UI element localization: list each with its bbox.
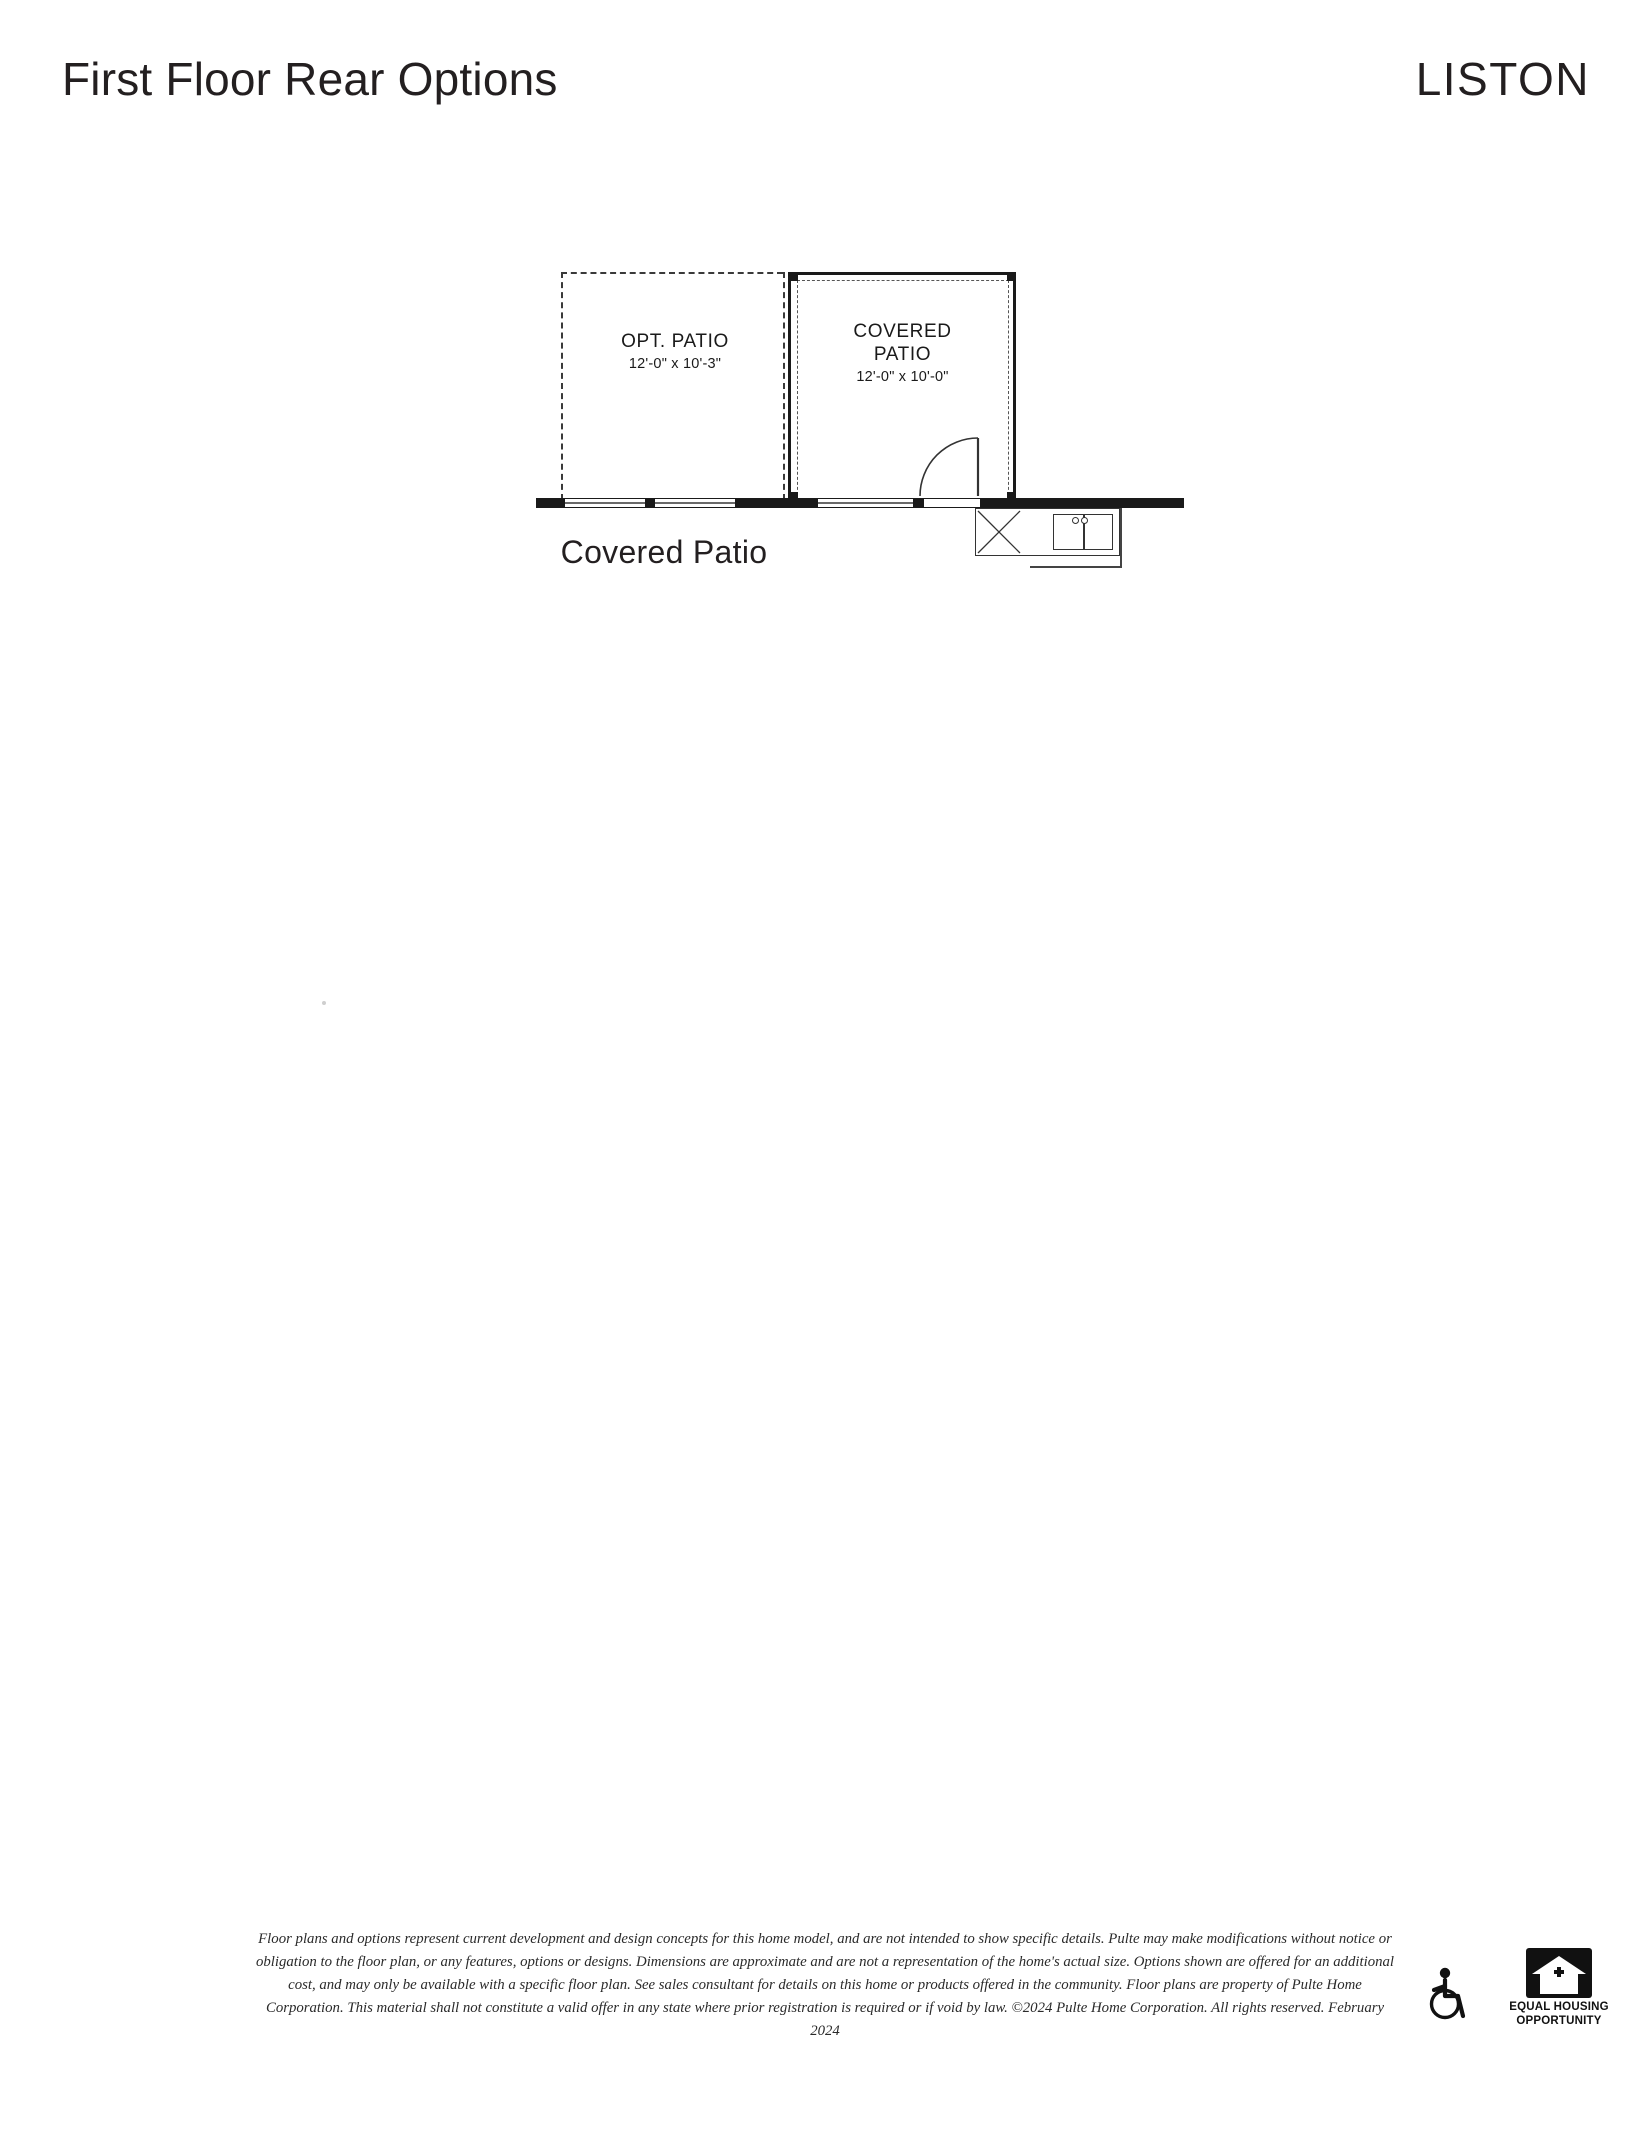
room-label-opt-patio	[570, 330, 780, 374]
covered-patio-left-edge	[788, 272, 791, 500]
opt-patio-outline	[561, 272, 783, 500]
equal-housing-opportunity	[1503, 1948, 1615, 2028]
floorplan-caption	[0, 534, 1648, 571]
plan-name: LISTON	[1415, 53, 1590, 105]
page-speck	[322, 1001, 326, 1005]
room-name-line1: COVERED	[853, 321, 952, 342]
equal-housing-house-icon	[1526, 1948, 1592, 1998]
window-line	[565, 502, 645, 504]
room-name: OPT. PATIO	[621, 331, 729, 352]
window-line	[818, 502, 913, 504]
equal-housing-line2: OPPORTUNITY	[1516, 2014, 1602, 2027]
faucet-icon	[1072, 517, 1079, 524]
floorplan-caption-text: Covered Patio	[560, 534, 768, 570]
corner-marker	[789, 272, 798, 281]
room-dimensions: 12'-0" x 10'-3"	[628, 356, 722, 373]
legal-disclaimer: Floor plans and options represent current development and design concepts for this home model, and are not intended to show specific details. Pulte may make modifications without notice or obligation to the floor plan, or any features, options or designs. Dimensions are approximate and are not a representation of the home's actual size. Options shown are offered for an additional cost, and may only be available with a specific floor plan. See sales consultant for details on this home or products offered in the community. Floor plans are property of Pulte Home Corporation. This material shall not constitute a valid offer in any state where prior registration is required or if void by law. ©2024 Pulte Home Corporation. All rights reserved. February 2024	[255, 1931, 1395, 2039]
door-opening	[924, 499, 980, 507]
door-swing-icon	[918, 436, 980, 498]
window-line	[655, 502, 735, 504]
accessibility-icon	[1425, 1966, 1471, 2022]
room-dimensions: 12'-0" x 10'-0"	[856, 369, 949, 386]
equal-housing-line1: EQUAL HOUSING	[1509, 2001, 1609, 2013]
room-label-covered-patio	[800, 320, 1005, 387]
faucet-icon	[1081, 517, 1088, 524]
page-title: First Floor Rear Options	[62, 53, 558, 105]
room-name-line2: PATIO	[873, 344, 932, 366]
corner-marker	[1007, 272, 1016, 281]
page-footer	[0, 1928, 1648, 2078]
opt-patio-right-edge	[783, 272, 785, 500]
